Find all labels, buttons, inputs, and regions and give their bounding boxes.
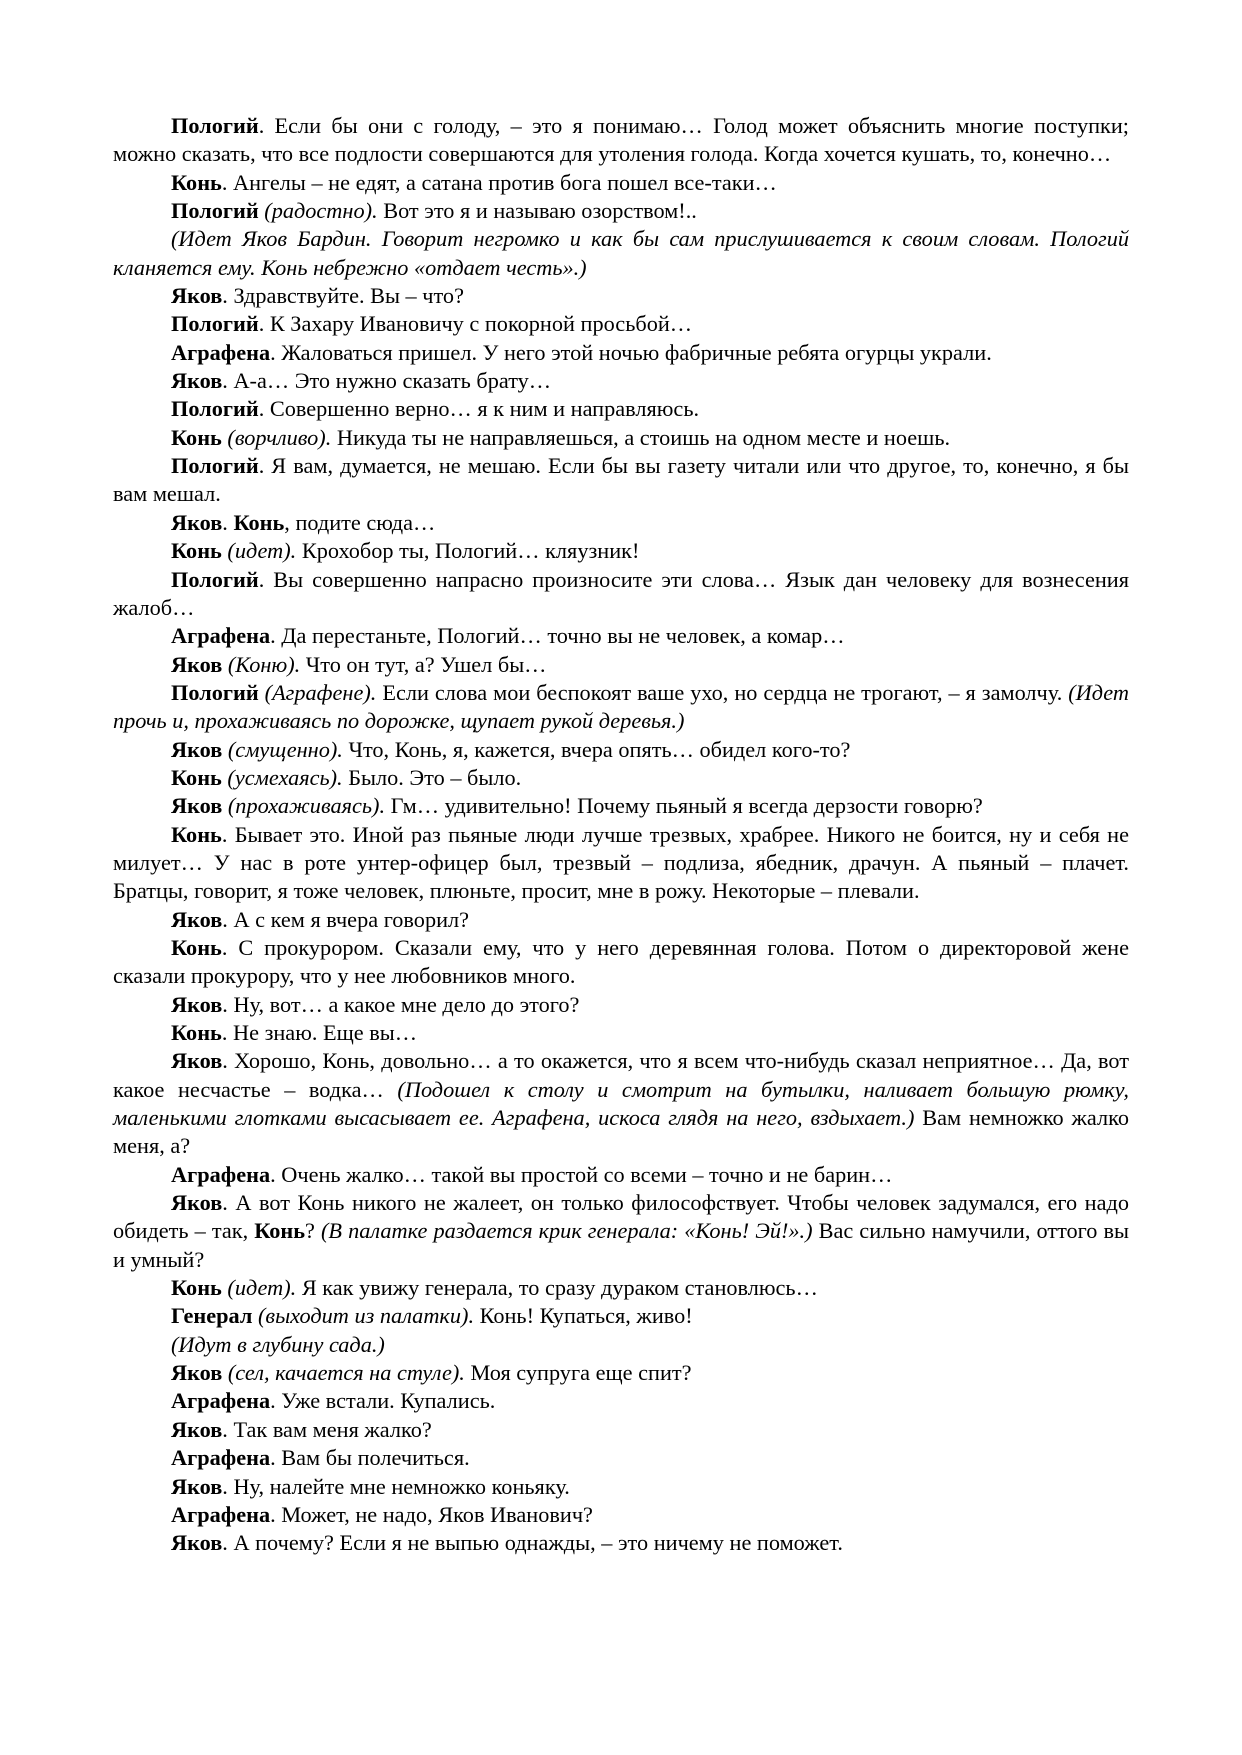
script-paragraph [113, 282, 1129, 310]
speaker-name: Пологий [171, 311, 259, 337]
dialogue-text: Гм… удивительно! Почему пьяный я всегда дерзости говорю? [385, 793, 983, 819]
script-paragraph [113, 310, 1129, 338]
speaker-name: Аграфена [171, 339, 271, 365]
dialogue-text: . Может, не надо, Яков Иванович? [270, 1501, 593, 1527]
stage-direction: (сел, качается на стуле). [227, 1360, 465, 1386]
dialogue-text: . А вот Конь никого не жалеет, он только философствует. Чтобы человек задумался, его надо обидеть – так, [113, 1190, 1129, 1244]
speaker-name: Яков [171, 1190, 223, 1216]
stage-direction: (смущенно). [227, 736, 343, 762]
script-paragraph [113, 566, 1129, 623]
speaker-name: Конь [171, 1275, 222, 1301]
dialogue-text: . А с кем я вчера говорил? [222, 906, 470, 932]
dialogue-text: . А почему? Если я не выпью однажды, – это ничему не поможет. [222, 1530, 843, 1556]
stage-direction: (ворчливо). [227, 424, 332, 450]
dialogue-text: Моя супруга еще спит? [464, 1360, 692, 1386]
dialogue-text: Крохобор ты, Пологий… кляузник! [296, 538, 640, 564]
dialogue-text: Вам немножко жалко меня, а? [113, 1105, 1129, 1159]
script-paragraph [113, 112, 1129, 169]
speaker-name: Аграфена [171, 1501, 271, 1527]
speaker-name: Яков [171, 793, 223, 819]
dialogue-text: Было. Это – было. [342, 764, 522, 790]
script-paragraph [113, 821, 1129, 906]
speaker-name: Конь [171, 538, 222, 564]
dialogue-text: Если слова мои беспокоят ваше ухо, но сердца не трогают, – я замолчу. [376, 679, 1069, 705]
dialogue-text: . Здравствуйте. Вы – что? [222, 283, 464, 309]
stage-direction: (Идут в глубину сада.) [171, 1331, 385, 1357]
speaker-name: Пологий [171, 198, 259, 224]
script-paragraph [113, 1416, 1129, 1444]
script-paragraph [113, 764, 1129, 792]
speaker-name: Пологий [171, 396, 259, 422]
stage-direction: (Идет Яков Бардин. Говорит негромко и как бы сам прислушивается к своим словам. Пологий кланяется ему. Конь небрежно «отдает честь».) [113, 226, 1129, 280]
stage-direction: (Подошел к столу и смотрит на бутылки, наливает большую рюмку, маленькими глотками высасывает ее. Аграфена, искоса глядя на него, вздыхает.) [113, 1076, 1129, 1131]
dialogue-text: . Ну, налейте мне немножко коньяку. [222, 1473, 570, 1499]
speaker-name: Конь [171, 764, 222, 790]
dialogue-text: . Так вам меня жалко? [222, 1416, 432, 1442]
script-paragraph [113, 197, 1129, 225]
script-paragraph [113, 395, 1129, 423]
dialogue-text: . Очень жалко… такой вы простой со всеми – точно и не барин… [270, 1161, 893, 1187]
dialogue-text: . Хорошо, Конь, довольно… а то окажется, что я всем что-нибудь сказал неприятное… Да, вот какое несчастье – водка… [113, 1048, 1129, 1102]
script-paragraph [113, 679, 1129, 736]
script-paragraph [113, 622, 1129, 650]
script-paragraph [113, 1161, 1129, 1189]
script-paragraph [113, 452, 1129, 509]
dialogue-text: . Совершенно верно… я к ним и направляюсь. [258, 396, 700, 422]
script-paragraph [113, 1444, 1129, 1472]
stage-direction: (Идет прочь и, прохаживаясь по дорожке, щупает рукой деревья.) [113, 679, 1130, 734]
speaker-name: Яков [171, 368, 223, 394]
speaker-name: Яков [171, 1360, 223, 1386]
stage-direction: (Аграфене). [264, 679, 377, 705]
script-paragraph [113, 792, 1129, 820]
script-paragraph [113, 1047, 1129, 1160]
stage-direction: (прохаживаясь). [227, 793, 386, 819]
speaker-name: Конь [171, 1020, 222, 1045]
script-paragraph [113, 1501, 1129, 1529]
dialogue-text: . Вы совершенно напрасно произносите эти слова… Язык дан человеку для вознесения жалоб… [113, 566, 1129, 620]
script-paragraph [113, 424, 1129, 452]
script-paragraph [113, 1019, 1129, 1047]
dialogue-text: . Вам бы полечиться. [270, 1445, 470, 1471]
dialogue-text: Я как увижу генерала, то сразу дураком становлюсь… [296, 1275, 818, 1301]
script-paragraph [113, 225, 1129, 282]
speaker-name: Конь [171, 169, 222, 195]
script-paragraph [113, 1387, 1129, 1415]
speaker-name: Аграфена [171, 1445, 271, 1471]
speaker-name: Яков [171, 1048, 223, 1074]
speaker-name: Яков [171, 283, 223, 309]
speaker-name: Конь [171, 821, 222, 847]
script-paragraph [113, 169, 1129, 197]
script-paragraph [113, 1473, 1129, 1501]
speaker-name: Яков [171, 906, 223, 932]
stage-direction: (радостно). [264, 198, 378, 224]
script-paragraph [113, 367, 1129, 395]
speaker-name: Генерал [171, 1303, 253, 1329]
dialogue-text: . Я вам, думается, не мешаю. Если бы вы газету читали или что другое, то, конечно, я бы вам мешал. [113, 453, 1129, 507]
script-paragraph [113, 906, 1129, 934]
dialogue-text: . [222, 509, 234, 535]
speaker-name: Конь [254, 1218, 306, 1244]
dialogue-text: Конь! Купаться, живо! [474, 1303, 693, 1329]
dialogue-text: , подите сюда… [284, 509, 436, 535]
speaker-name: Конь [171, 424, 222, 450]
dialogue-text: Вот это я и называю озорством!.. [377, 198, 697, 224]
dialogue-text: Вас сильно намучили, оттого вы и умный? [113, 1218, 1129, 1272]
speaker-name: Яков [171, 1473, 223, 1499]
dialogue-text: . Да перестаньте, Пологий… точно вы не человек, а комар… [270, 623, 845, 649]
stage-direction: (идет). [227, 538, 297, 564]
dialogue-text: . А-а… Это нужно сказать брату… [222, 368, 552, 394]
script-paragraph [113, 736, 1129, 764]
dialogue-text: . К Захару Ивановичу с покорной просьбой… [258, 311, 693, 337]
dialogue-text: . С прокурором. Сказали ему, что у него деревянная голова. Потом о директоровой жене сказали прокурору, что у нее любовников много. [113, 934, 1129, 989]
stage-direction: (идет). [227, 1275, 297, 1301]
dialogue-text: . Ну, вот… а какое мне дело до этого? [222, 991, 580, 1017]
speaker-name: Аграфена [171, 1388, 271, 1414]
script-paragraph [113, 1331, 1129, 1359]
speaker-name: Конь [233, 509, 285, 535]
script-paragraph [113, 991, 1129, 1019]
stage-direction: (Коню). [227, 651, 301, 677]
dialogue-text: Что он тут, а? Ушел бы… [300, 651, 547, 677]
dialogue-text: . Уже встали. Купались. [270, 1388, 496, 1414]
script-paragraph [113, 934, 1129, 991]
dialogue-text: ? [305, 1218, 321, 1244]
script-paragraph [113, 1359, 1129, 1387]
speaker-name: Яков [171, 509, 223, 535]
script-paragraph [113, 1274, 1129, 1302]
dialogue-text: . Если бы они с голоду, – это я понимаю… Голод может объяснить многие поступки; можно сказать, что все подлости совершаются для утоления голода. Когда хочется кушать, то, конечно… [113, 113, 1129, 167]
speaker-name: Яков [171, 651, 223, 677]
dialogue-text: Что, Конь, я, кажется, вчера опять… обидел кого-то? [342, 736, 851, 762]
speaker-name: Аграфена [171, 1161, 271, 1187]
speaker-name: Яков [171, 1416, 223, 1442]
speaker-name: Пологий [171, 679, 259, 705]
speaker-name: Аграфена [171, 623, 271, 649]
dialogue-text: . Ангелы – не едят, а сатана против бога пошел все-таки… [221, 169, 777, 195]
script-paragraph [113, 1189, 1129, 1274]
stage-direction: (выходит из палатки). [257, 1303, 475, 1329]
dialogue-text: . Жаловаться пришел. У него этой ночью фабричные ребята огурцы украли. [270, 339, 992, 365]
speaker-name: Пологий [171, 566, 259, 592]
dialogue-text: . Не знаю. Еще вы… [221, 1020, 418, 1045]
speaker-name: Пологий [171, 453, 259, 479]
script-paragraph [113, 509, 1129, 537]
dialogue-text: Никуда ты не направляешься, а стоишь на одном месте и ноешь. [331, 424, 951, 450]
stage-direction: (усмехаясь). [227, 764, 343, 790]
script-paragraph [113, 1302, 1129, 1330]
speaker-name: Яков [171, 991, 223, 1017]
script-paragraph [113, 339, 1129, 367]
speaker-name: Конь [171, 934, 222, 960]
script-paragraph [113, 1529, 1129, 1557]
speaker-name: Яков [171, 1530, 223, 1556]
speaker-name: Пологий [171, 113, 259, 138]
stage-direction: (В палатке раздается крик генерала: «Конь! Эй!».) [321, 1218, 813, 1244]
speaker-name: Яков [171, 736, 223, 762]
script-paragraph [113, 537, 1129, 565]
dialogue-text: . Бывает это. Иной раз пьяные люди лучше трезвых, храбрее. Никого не боится, ну и себя не милует… У нас в роте унтер-офицер был, трезвый – подлиза, ябедник, драчун. А пьяный – плачет. Братцы, говорит, я тоже человек, плюньте, просит, мне в рожу. Некоторые – плевали. [113, 821, 1129, 904]
script-paragraph [113, 651, 1129, 679]
